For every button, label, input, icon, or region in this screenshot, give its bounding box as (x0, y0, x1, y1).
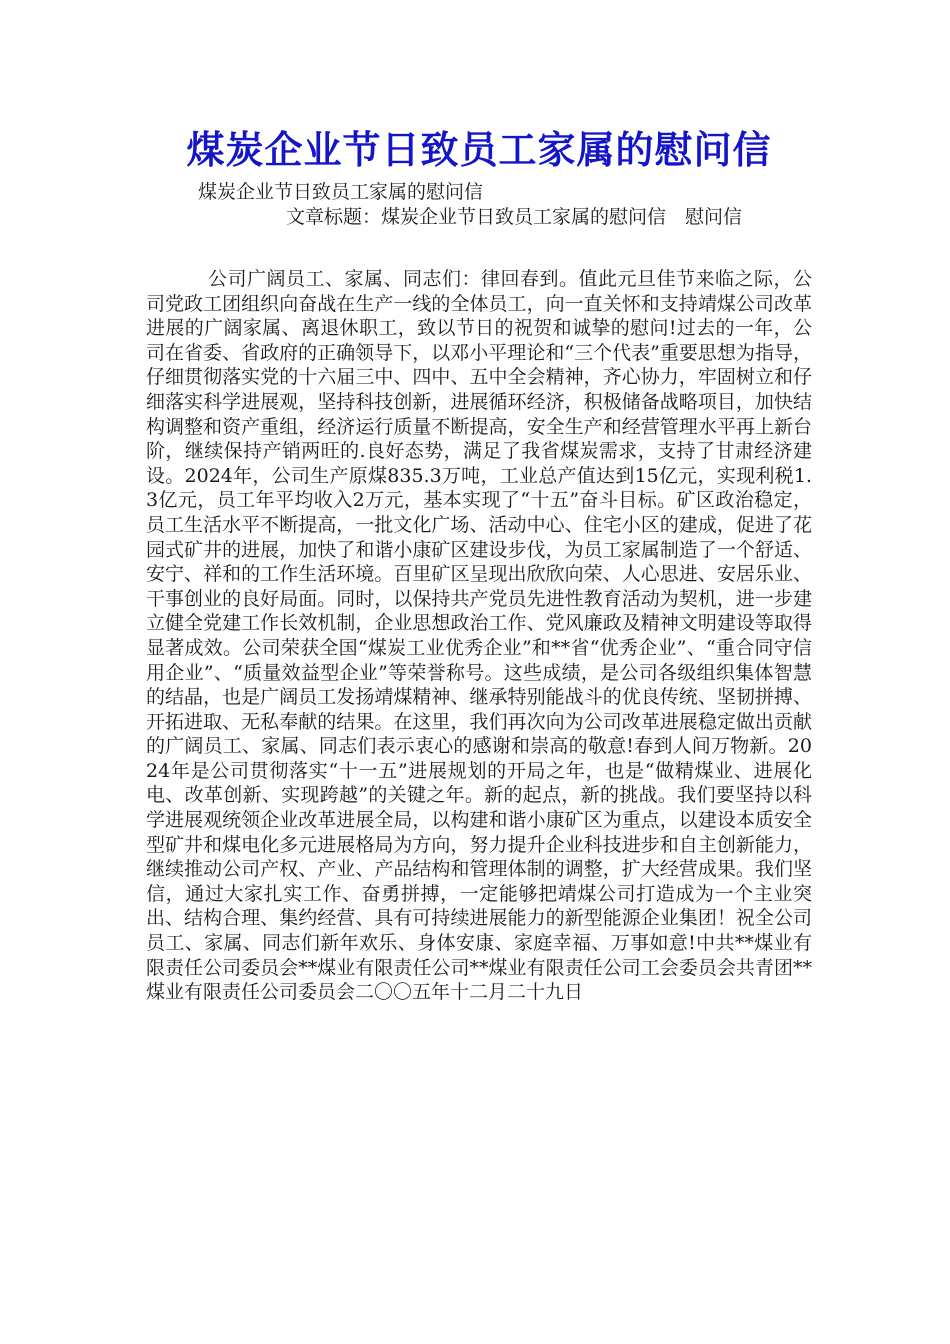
letter-body: 公司广阔员工、家属、同志们：律回春到。值此元旦佳节来临之际，公司党政工团组织向奋战在生产一线的全体员工，向一直关怀和支持靖煤公司改革进展的广阔家属、离退休职工，致以节日的祝贺和诚挚的慰问!过去的一年，公司在省委、省政府的正确领导下，以邓小平理论和“三个代表”重要思想为指导，仔细贯彻落实党的十六届三中、四中、五中全会精神，齐心协力，牢固树立和仔细落实科学进展观，坚持科技创新，进展循环经济，积极储备战略项目，加快结构调整和资产重组，经济运行质量不断提高，安全生产和经营管理水平再上新台阶，继续保持产销两旺的.良好态势，满足了我省煤炭需求，支持了甘肃经济建设。2024年，公司生产原煤835.3万吨，工业总产值达到15亿元，实现利税1.3亿元，员工年平均收入2万元，基本实现了“十五”奋斗目标。矿区政治稳定，员工生活水平不断提高，一批文化广场、活动中心、住宅小区的建成，促进了花园式矿井的进展，加快了和谐小康矿区建设步伐，为员工家属制造了一个舒适、安宁、祥和的工作生活环境。百里矿区呈现出欣欣向荣、人心思进、安居乐业、干事创业的良好局面。同时，以保持共产党员先进性教育活动为契机，进一步建立健全党建工作长效机制，企业思想政治工作、党风廉政及精神文明建设等取得显著成效。公司荣获全国“煤炭工业优秀企业”和**省“优秀企业”、“重合同守信用企业”、“质量效益型企业”等荣誉称号。这些成绩，是公司各级组织集体智慧的结晶，也是广阔员工发扬靖煤精神、继承特别能战斗的优良传统、坚韧拼搏、开拓进取、无私奉献的结果。在这里，我们再次向为公司改革进展稳定做出贡献的广阔员工、家属、同志们表示衷心的感谢和崇高的敬意!春到人间万物新。2024年是公司贯彻落实“十一五”进展规划的开局之年，也是“做精煤业、进展化电、改革创新、实现跨越”的关键之年。新的起点，新的挑战。我们要坚持以科学进展观统领企业改革进展全局，以构建和谐小康矿区为重点，以建设本质安全型矿井和煤电化多元进展格局为方向，努力提升企业科技进步和自主创新能力，继续推动公司产权、产业、产品结构和管理体制的调整，扩大经营成果。我们坚信，通过大家扎实工作、奋勇拼搏，一定能够把靖煤公司打造成为一个主业突出、结构合理、集约经营、具有可持续进展能力的新型能源企业集团！祝全公司员工、家属、同志们新年欢乐、身体安康、家庭幸福、万事如意!中共**煤业有限责任公司委员会**煤业有限责任公司**煤业有限责任公司工会委员会共青团**煤业有限责任公司委员会二〇〇五年十二月二十九日 (146, 268, 812, 1004)
document-title: 煤炭企业节日致员工家属的慰问信 (186, 127, 772, 172)
paragraph-spacer (146, 230, 812, 267)
article-title-label: 文章标题：煤炭企业节日致员工家属的慰问信 慰问信 (286, 206, 743, 228)
document-subtitle: 煤炭企业节日致员工家属的慰问信 (198, 181, 484, 203)
document-page (146, 120, 812, 1005)
